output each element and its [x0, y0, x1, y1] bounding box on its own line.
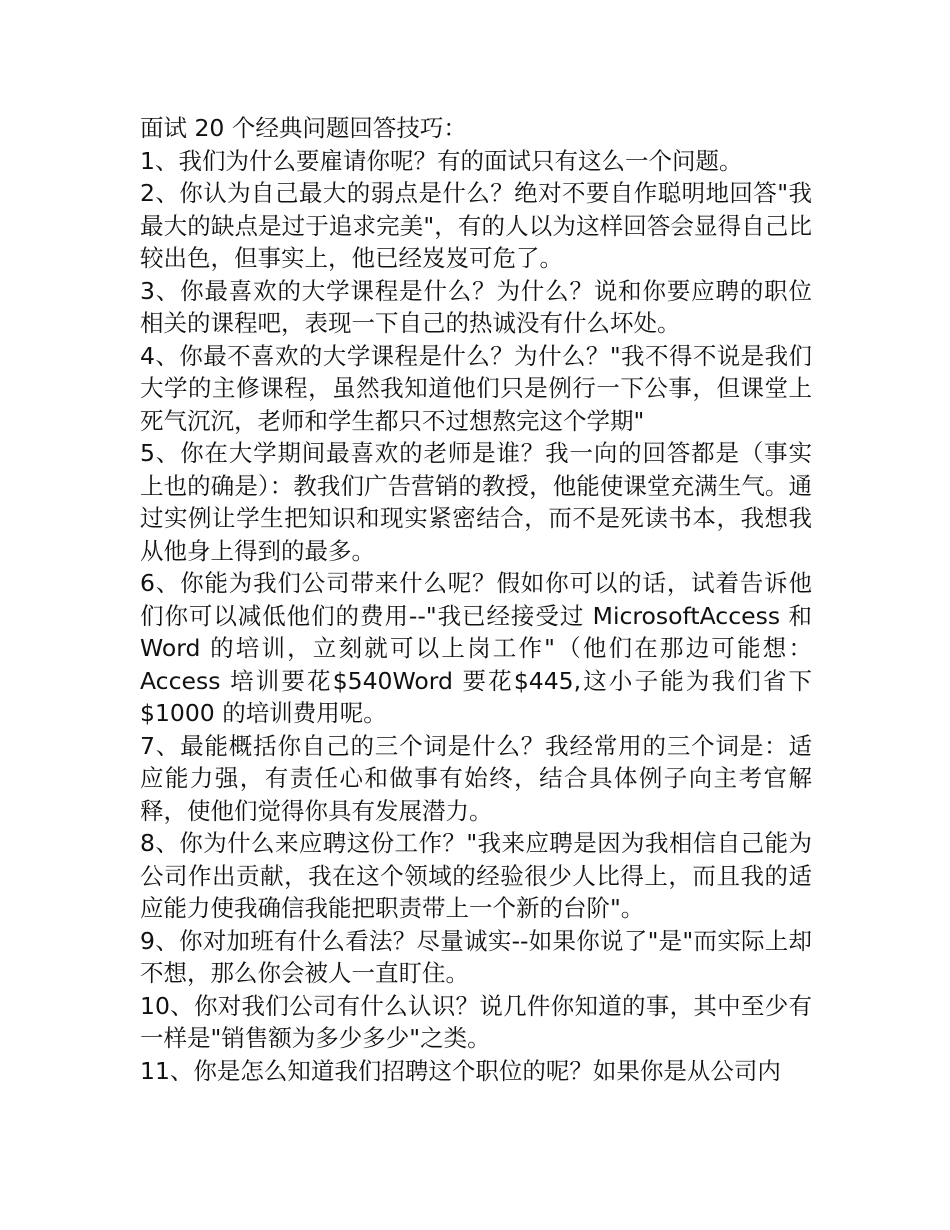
document-title: 面试 20 个经典问题回答技巧： — [140, 114, 467, 142]
paragraph-3: 3、你最喜欢的大学课程是什么？为什么？说和你要应聘的职位相关的课程吧，表现一下自己的热诚没有什么坏处。 — [140, 276, 812, 337]
document-body — [140, 112, 812, 1087]
paragraph-4: 4、你最不喜欢的大学课程是什么？为什么？"我不得不说是我们大学的主修课程，虽然我知道他们只是例行一下公事，但课堂上死气沉沉，老师和学生都只不过想熬完这个学期" — [140, 341, 812, 435]
paragraph-2: 2、你认为自己最大的弱点是什么？绝对不要自作聪明地回答"我最大的缺点是过于追求完美"，有的人以为这样回答会显得自己比较出色，但事实上，他已经岌岌可危了。 — [140, 179, 812, 272]
paragraph-5: 5、你在大学期间最喜欢的老师是谁？我一向的回答都是（事实上也的确是）：教我们广告营销的教授，他能使课堂充满生气。通过实例让学生把知识和现实紧密结合，而不是死读书本，我想我从他身上得到的最多。 — [140, 439, 812, 565]
paragraph-7: 7、最能概括你自己的三个词是什么？我经常用的三个词是：适应能力强，有责任心和做事有始终，结合具体例子向主考官解释，使他们觉得你具有发展潜力。 — [140, 731, 812, 825]
paragraph-11: 11、你是怎么知道我们招聘这个职位的呢？如果你是从公司内 — [140, 1056, 781, 1085]
paragraph-1: 1、我们为什么要雇请你呢？有的面试只有这么一个问题。 — [140, 146, 743, 175]
paragraph-9: 9、你对加班有什么看法？尽量诚实--如果你说了"是"而实际上却不想，那么你会被人一直盯住。 — [140, 926, 812, 987]
paragraph-8: 8、你为什么来应聘这份工作？"我来应聘是因为我相信自己能为公司作出贡献，我在这个领域的经验很少人比得上，而且我的适应能力使我确信我能把职责带上一个新的台阶"。 — [140, 829, 812, 922]
paragraph-10: 10、你对我们公司有什么认识？说几件你知道的事，其中至少有一样是"销售额为多少多少"之类。 — [140, 991, 812, 1052]
paragraph-6: 6、你能为我们公司带来什么呢？假如你可以的话，试着告诉他们你可以减低他们的费用--"我已经接受过 MicrosoftAccess 和 Word 的培训，立刻就可以上岗工作"（他们在那边可能想：Access 培训要花$540Word 要花$445,这小子能为我们省下$1000 的培训费用呢。 — [140, 569, 812, 727]
